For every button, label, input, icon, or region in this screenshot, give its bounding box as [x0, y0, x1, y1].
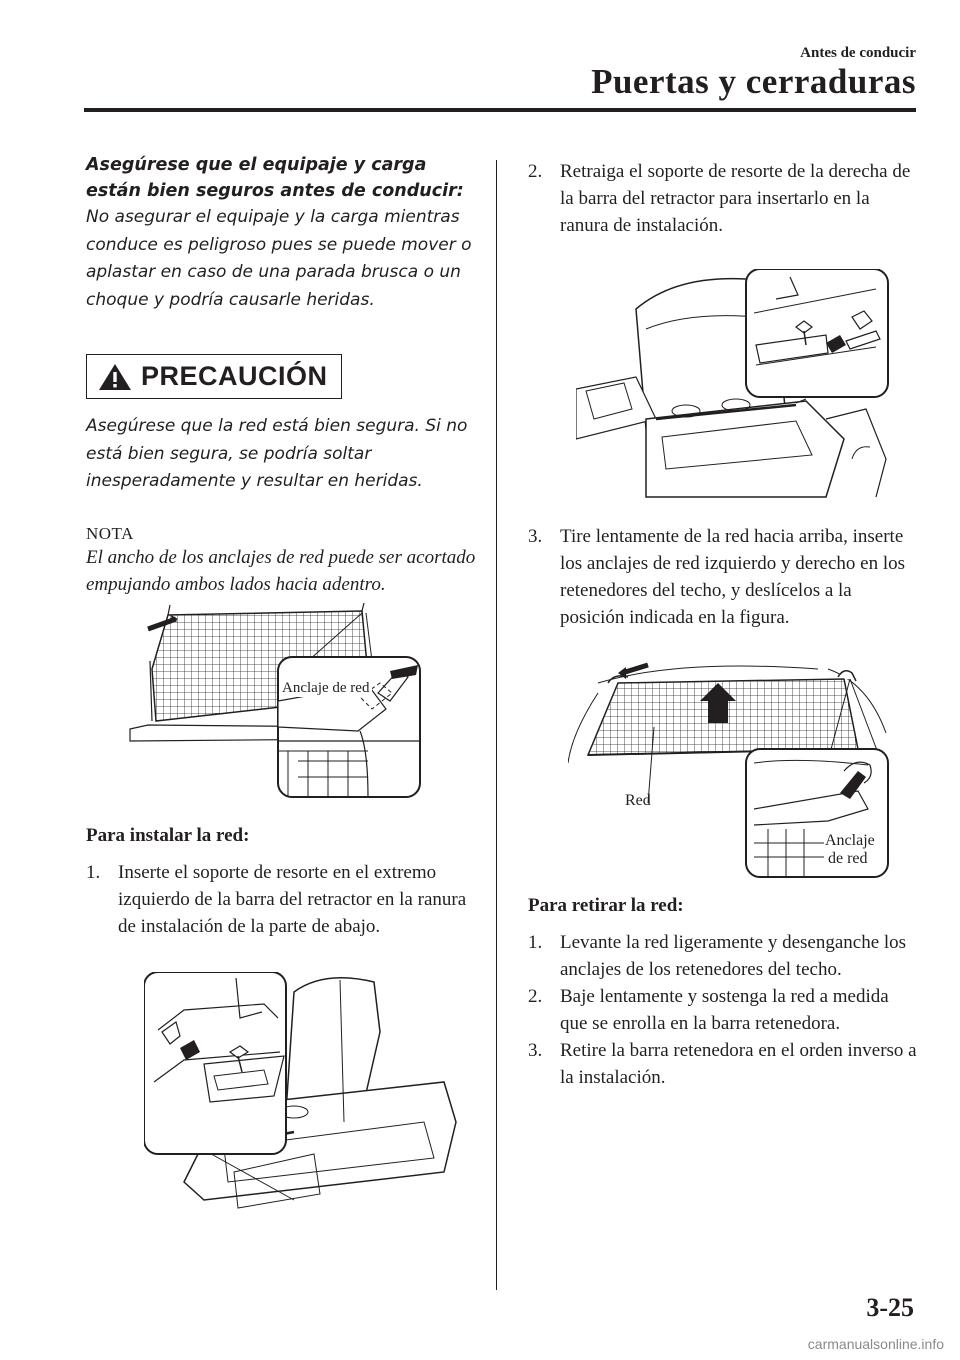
- step-number: 2.: [528, 161, 543, 182]
- caution-box: [86, 354, 342, 399]
- step-number: 3.: [528, 1040, 543, 1061]
- watermark: carmanualsonline.info: [807, 1336, 944, 1352]
- figure-label-anchor-2: de red: [828, 850, 868, 867]
- install-steps-left: [86, 859, 476, 940]
- caution-body: Asegúrese que la red está bien segura. Si no está bien segura, se podría soltar inesperadamente y resultar en heridas.: [86, 416, 468, 491]
- list-item: [528, 929, 918, 983]
- list-item: [86, 859, 476, 940]
- nota-body: El ancho de los anclajes de red puede ser acortado empujando ambos lados hacia adentro.: [86, 546, 476, 595]
- step-text: Retire la barra retenedora en el orden inverso a la instalación.: [560, 1040, 917, 1088]
- section-title: Puertas y cerraduras: [591, 62, 916, 101]
- step-number: 1.: [86, 861, 101, 883]
- warning-heading: Asegúrese que el equipaje y carga están bien seguros antes de conducir:: [86, 155, 464, 201]
- figure-right-retractor-slot: [576, 269, 916, 501]
- step-number: 2.: [528, 986, 543, 1007]
- list-item: [528, 523, 918, 631]
- column-divider: [496, 160, 497, 1290]
- right-column: [528, 152, 918, 1091]
- page-number: 3-25: [866, 1293, 914, 1322]
- step-text: Inserte el soporte de resorte en el extremo izquierdo de la barra del retractor en la ranura de instalación de la parte de abajo.: [118, 861, 467, 937]
- step-number: 1.: [528, 932, 543, 953]
- list-item: [528, 1037, 918, 1091]
- remove-steps: [528, 929, 918, 1091]
- left-column: [86, 152, 476, 1212]
- step-text: Tire lentamente de la red hacia arriba, inserte los anclajes de red izquierdo y derecho en los retenedores del techo, y deslícelos a la posición indicada en la figura.: [560, 526, 906, 628]
- chapter-title: Antes de conducir: [800, 45, 916, 61]
- step-text: Levante la red ligeramente y desenganche los anclajes de los retenedores del techo.: [560, 932, 907, 980]
- install-steps-right-2: [528, 523, 918, 631]
- nota-label: NOTA: [86, 523, 134, 543]
- warning-body: No asegurar el equipaje y la carga mientras conduce es peligroso pues se puede mover o aplastar en caso de una parada brusca o un choque y podría causarle heridas.: [86, 207, 472, 310]
- figure-net-installed: [568, 653, 908, 879]
- warning-triangle-icon: [97, 362, 133, 392]
- figure-label-anchor-1: Anclaje: [825, 832, 875, 849]
- list-item: [528, 158, 918, 239]
- install-heading: Para instalar la red:: [86, 824, 250, 846]
- step-text: Retraiga el soporte de resorte de la derecha de la barra del retractor para insertarlo en la ranura de instalación.: [560, 161, 911, 236]
- step-number: 3.: [528, 526, 543, 547]
- figure-left-retractor-slot: [144, 972, 464, 1212]
- list-item: [528, 983, 918, 1037]
- figure-label-net: Red: [625, 792, 651, 809]
- step-text: Baje lentamente y sostenga la red a medida que se enrolla en la barra retenedora.: [560, 986, 889, 1034]
- figure-net-anchor: [128, 601, 428, 801]
- header-rule: [84, 108, 916, 112]
- caution-label: PRECAUCIÓN: [141, 361, 328, 391]
- figure-label-net-anchor: Anclaje de red: [282, 679, 370, 696]
- install-steps-right-1: [528, 158, 918, 239]
- remove-heading: Para retirar la red:: [528, 895, 684, 916]
